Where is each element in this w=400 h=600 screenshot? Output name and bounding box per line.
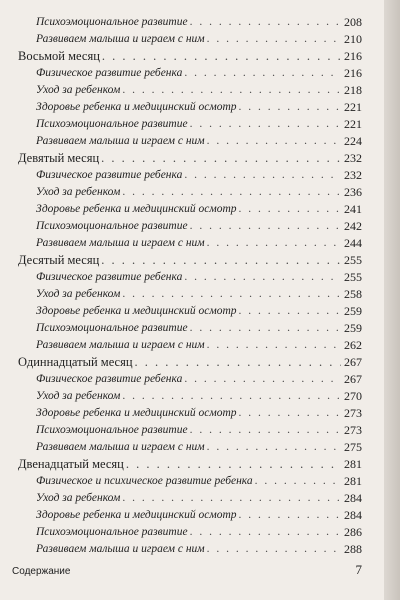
toc-section-entry [18, 48, 362, 65]
toc-subsection-entry [18, 320, 362, 337]
toc-entry-page: 273 [344, 423, 362, 437]
toc-entry-page: 221 [344, 117, 362, 131]
dot-leader [122, 82, 341, 99]
toc-entry-title: Развиваем малыша и играем с ним [36, 543, 205, 555]
dot-leader [184, 167, 341, 184]
toc-subsection-entry [18, 82, 362, 99]
toc-entry-page: 284 [344, 508, 362, 522]
toc-entry-title: Здоровье ребенка и медицинский осмотр [36, 407, 237, 419]
toc-entry-title: Уход за ребенком [36, 288, 121, 300]
toc-section-entry [18, 456, 362, 473]
toc-entry-title: Здоровье ребенка и медицинский осмотр [36, 101, 237, 113]
dot-leader [122, 184, 341, 201]
toc-subsection-entry [18, 422, 362, 439]
toc-entry-title: Психоэмоциональное развитие [36, 322, 188, 334]
toc-subsection-entry [18, 524, 362, 541]
toc-subsection-entry [18, 116, 362, 133]
toc-subsection-entry [18, 167, 362, 184]
toc-entry-title: Физическое и психическое развитие ребенка [36, 475, 253, 487]
dot-leader [190, 422, 341, 439]
toc-subsection-entry [18, 507, 362, 524]
toc-entry-title: Развиваем малыша и играем с ним [36, 441, 205, 453]
dot-leader [207, 133, 341, 150]
toc-entry-page: 262 [344, 338, 362, 352]
toc-subsection-entry [18, 303, 362, 320]
toc-entry-title: Уход за ребенком [36, 84, 121, 96]
page-number: 7 [355, 562, 362, 577]
toc-entry-page: 244 [344, 236, 362, 250]
toc-section-entry [18, 150, 362, 167]
toc-entry-page: 281 [344, 457, 362, 471]
toc-subsection-entry [18, 337, 362, 354]
dot-leader [207, 235, 341, 252]
toc-entry-page: 259 [344, 321, 362, 335]
dot-leader [135, 354, 341, 371]
toc-entry-title: Психоэмоциональное развитие [36, 16, 188, 28]
toc-entry-title: Развиваем малыша и играем с ним [36, 33, 205, 45]
toc-entry-page: 275 [344, 440, 362, 454]
toc-entry-page: 232 [344, 168, 362, 182]
dot-leader [239, 99, 341, 116]
toc-entry-title: Психоэмоциональное развитие [36, 118, 188, 130]
toc-entry-page: 210 [344, 32, 362, 46]
toc-entry-page: 242 [344, 219, 362, 233]
toc-entry-page: 286 [344, 525, 362, 539]
toc-entry-page: 224 [344, 134, 362, 148]
toc-subsection-entry [18, 133, 362, 150]
toc-section-entry [18, 252, 362, 269]
dot-leader [184, 371, 341, 388]
toc-entry-title: Уход за ребенком [36, 186, 121, 198]
table-of-contents [18, 14, 362, 558]
toc-subsection-entry [18, 14, 362, 31]
dot-leader [184, 65, 341, 82]
toc-entry-page: 221 [344, 100, 362, 114]
dot-leader [239, 303, 341, 320]
toc-subsection-entry [18, 218, 362, 235]
toc-entry-title: Физическое развитие ребенка [36, 373, 183, 385]
toc-entry-title: Десятый месяц [18, 253, 100, 267]
dot-leader [190, 218, 341, 235]
toc-entry-title: Физическое развитие ребенка [36, 169, 183, 181]
toc-entry-page: 232 [344, 151, 362, 165]
toc-entry-page: 267 [344, 355, 362, 369]
toc-entry-title: Восьмой месяц [18, 49, 100, 63]
toc-entry-page: 270 [344, 389, 362, 403]
dot-leader [122, 490, 341, 507]
page-edge [384, 0, 400, 600]
dot-leader [207, 31, 341, 48]
toc-entry-title: Двенадцатый месяц [18, 457, 124, 471]
dot-leader [190, 116, 341, 133]
toc-subsection-entry [18, 201, 362, 218]
toc-subsection-entry [18, 541, 362, 558]
toc-subsection-entry [18, 269, 362, 286]
toc-entry-title: Здоровье ребенка и медицинский осмотр [36, 305, 237, 317]
toc-entry-title: Одиннадцатый месяц [18, 355, 133, 369]
dot-leader [255, 473, 341, 490]
toc-subsection-entry [18, 388, 362, 405]
toc-entry-title: Психоэмоциональное развитие [36, 220, 188, 232]
dot-leader [207, 337, 341, 354]
dot-leader [126, 456, 341, 473]
dot-leader [190, 14, 341, 31]
toc-entry-page: 255 [344, 253, 362, 267]
toc-entry-page: 259 [344, 304, 362, 318]
toc-entry-title: Развиваем малыша и играем с ним [36, 339, 205, 351]
toc-subsection-entry [18, 473, 362, 490]
toc-subsection-entry [18, 439, 362, 456]
dot-leader [207, 439, 341, 456]
toc-entry-title: Здоровье ребенка и медицинский осмотр [36, 509, 237, 521]
toc-subsection-entry [18, 65, 362, 82]
dot-leader [101, 252, 341, 269]
toc-entry-page: 236 [344, 185, 362, 199]
toc-section-entry [18, 354, 362, 371]
toc-entry-page: 284 [344, 491, 362, 505]
page-footer [12, 562, 362, 578]
toc-entry-title: Уход за ребенком [36, 492, 121, 504]
dot-leader [102, 48, 341, 65]
toc-entry-title: Развиваем малыша и играем с ним [36, 135, 205, 147]
toc-entry-page: 241 [344, 202, 362, 216]
toc-entry-page: 288 [344, 542, 362, 556]
toc-subsection-entry [18, 31, 362, 48]
toc-entry-page: 216 [344, 66, 362, 80]
toc-subsection-entry [18, 99, 362, 116]
toc-subsection-entry [18, 235, 362, 252]
toc-subsection-entry [18, 371, 362, 388]
toc-entry-page: 255 [344, 270, 362, 284]
dot-leader [122, 286, 341, 303]
dot-leader [239, 201, 341, 218]
toc-entry-title: Здоровье ребенка и медицинский осмотр [36, 203, 237, 215]
dot-leader [122, 388, 341, 405]
toc-entry-title: Девятый месяц [18, 151, 100, 165]
toc-subsection-entry [18, 184, 362, 201]
toc-entry-title: Психоэмоциональное развитие [36, 424, 188, 436]
toc-entry-page: 218 [344, 83, 362, 97]
toc-entry-page: 281 [344, 474, 362, 488]
toc-subsection-entry [18, 405, 362, 422]
dot-leader [184, 269, 341, 286]
dot-leader [190, 320, 341, 337]
toc-entry-page: 258 [344, 287, 362, 301]
toc-subsection-entry [18, 286, 362, 303]
dot-leader [101, 150, 341, 167]
toc-entry-title: Психоэмоциональное развитие [36, 526, 188, 538]
dot-leader [239, 507, 341, 524]
toc-subsection-entry [18, 490, 362, 507]
toc-entry-page: 208 [344, 15, 362, 29]
dot-leader [207, 541, 341, 558]
toc-entry-page: 216 [344, 49, 362, 63]
dot-leader [239, 405, 341, 422]
toc-entry-title: Физическое развитие ребенка [36, 271, 183, 283]
running-footer-label: Содержание [12, 566, 71, 577]
toc-entry-title: Развиваем малыша и играем с ним [36, 237, 205, 249]
toc-entry-title: Уход за ребенком [36, 390, 121, 402]
toc-entry-page: 273 [344, 406, 362, 420]
toc-entry-page: 267 [344, 372, 362, 386]
toc-entry-title: Физическое развитие ребенка [36, 67, 183, 79]
dot-leader [190, 524, 341, 541]
